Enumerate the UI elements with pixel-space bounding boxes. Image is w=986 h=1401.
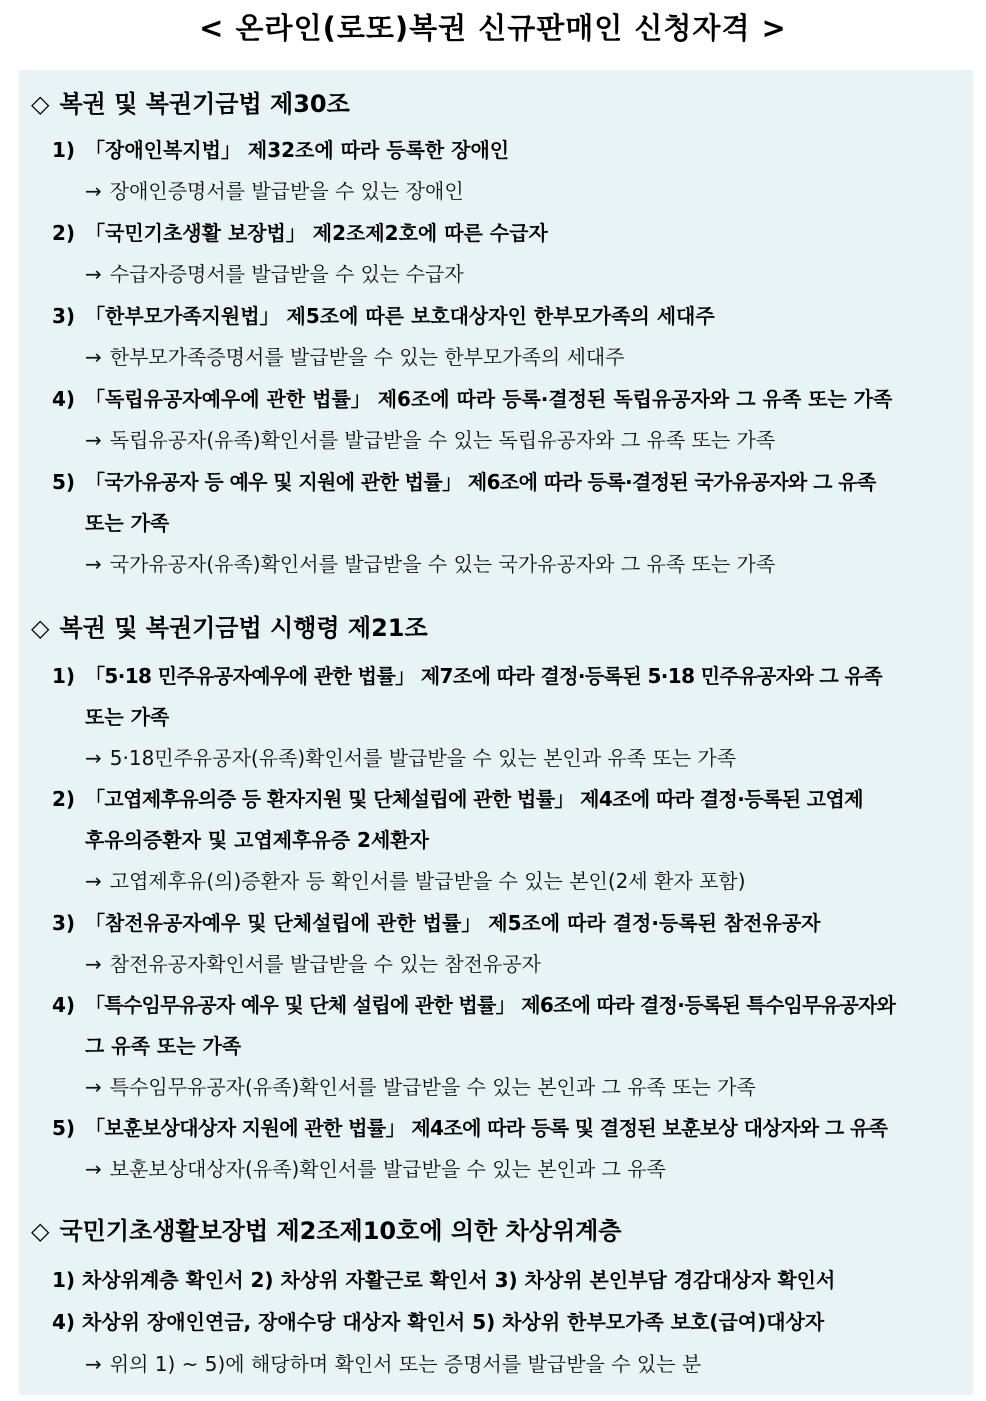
- certificate-list-line: 4) 차상위 장애인연금, 장애수당 대상자 확인서 5) 차상위 한부모가족 보호(급여)대상자: [52, 1310, 825, 1334]
- item-text: 「국가유공자 등 예우 및 지원에 관한 법률」 제6조에 따라 등록·결정된 국가유공자와 그 유족: [85, 470, 876, 494]
- item-text: 「특수임무유공자 예우 및 단체 설립에 관한 법률」 제6조에 따라 결정·등록된 특수임무유공자와: [85, 993, 896, 1017]
- item-text-continued: 그 유족 또는 가족: [85, 1034, 242, 1058]
- arrow-icon: →: [85, 179, 102, 203]
- item-note: → 참전유공자확인서를 발급받을 수 있는 참전유공자: [85, 952, 541, 976]
- diamond-icon: ◇: [31, 1217, 50, 1245]
- item-text: 「장애인복지법」 제32조에 따라 등록한 장애인: [85, 138, 510, 162]
- arrow-icon: →: [85, 1157, 102, 1181]
- arrow-icon: →: [85, 552, 102, 576]
- item-text: 「고엽제후유의증 등 환자지원 및 단체설립에 관한 법률」 제4조에 따라 결정·등록된 고엽제: [85, 787, 863, 811]
- item-note: → 독립유공자(유족)확인서를 발급받을 수 있는 독립유공자와 그 유족 또는 가족: [85, 428, 776, 452]
- section-heading: [31, 612, 428, 644]
- item-number: 4): [52, 387, 76, 411]
- item-number: 2): [52, 787, 76, 811]
- item-note: → 장애인증명서를 발급받을 수 있는 장애인: [85, 179, 464, 203]
- item-text: 「독립유공자예우에 관한 법률」 제6조에 따라 등록·결정된 독립유공자와 그 유족 또는 가족: [85, 387, 893, 411]
- item-note: → 수급자증명서를 발급받을 수 있는 수급자: [85, 262, 464, 286]
- item-note: → 한부모가족증명서를 발급받을 수 있는 한부모가족의 세대주: [85, 345, 625, 369]
- arrow-icon: →: [85, 746, 102, 770]
- item-text-continued: 후유의증환자 및 고엽제후유증 2세환자: [85, 828, 429, 852]
- section-heading: [31, 88, 350, 120]
- section-heading-text: 복권 및 복권기금법 제30조: [59, 90, 350, 118]
- item-text: 「5·18 민주유공자예우에 관한 법률」 제7조에 따라 결정·등록된 5·18 민주유공자와 그 유족: [85, 664, 882, 688]
- item-text: 「보훈보상대상자 지원에 관한 법률」 제4조에 따라 등록 및 결정된 보훈보상 대상자와 그 유족: [85, 1116, 888, 1140]
- content-box: [19, 70, 973, 1395]
- item-number: 5): [52, 1116, 76, 1140]
- diamond-icon: ◇: [31, 614, 50, 642]
- item-number: 3): [52, 911, 76, 935]
- item-note: → 5·18민주유공자(유족)확인서를 발급받을 수 있는 본인과 유족 또는 가족: [85, 746, 737, 770]
- item-note: → 국가유공자(유족)확인서를 발급받을 수 있는 국가유공자와 그 유족 또는 가족: [85, 552, 776, 576]
- arrow-icon: →: [85, 262, 102, 286]
- item-number: 2): [52, 221, 76, 245]
- item-note: → 보훈보상대상자(유족)확인서를 발급받을 수 있는 본인과 그 유족: [85, 1157, 666, 1181]
- item-text-continued: 또는 가족: [85, 705, 170, 729]
- item-text-continued: 또는 가족: [85, 511, 170, 535]
- item-text: 「국민기초생활 보장법」 제2조제2호에 따른 수급자: [85, 221, 548, 245]
- item-text: 「참전유공자예우 및 단체설립에 관한 법률」 제5조에 따라 결정·등록된 참전유공자: [85, 911, 821, 935]
- section-heading-text: 국민기초생활보장법 제2조제10호에 의한 차상위계층: [59, 1217, 622, 1245]
- page-title: < 온라인(로또)복권 신규판매인 신청자격 >: [199, 11, 787, 45]
- arrow-icon: →: [85, 1075, 102, 1099]
- arrow-icon: →: [85, 869, 102, 893]
- item-note: → 고엽제후유(의)증환자 등 확인서를 발급받을 수 있는 본인(2세 환자 포함): [85, 869, 746, 893]
- item-number: 3): [52, 304, 76, 328]
- item-number: 1): [52, 138, 76, 162]
- section-heading: [31, 1215, 622, 1247]
- certificate-list-line: 1) 차상위계층 확인서 2) 차상위 자활근로 확인서 3) 차상위 본인부담 경감대상자 확인서: [52, 1268, 836, 1292]
- item-note: → 위의 1) ~ 5)에 해당하며 확인서 또는 증명서를 발급받을 수 있는 분: [85, 1352, 702, 1376]
- item-note: → 특수임무유공자(유족)확인서를 발급받을 수 있는 본인과 그 유족 또는 가족: [85, 1075, 756, 1099]
- item-number: 5): [52, 470, 76, 494]
- arrow-icon: →: [85, 428, 102, 452]
- arrow-icon: →: [85, 1352, 102, 1376]
- item-number: 4): [52, 993, 76, 1017]
- arrow-icon: →: [85, 952, 102, 976]
- diamond-icon: ◇: [31, 90, 50, 118]
- section-heading-text: 복권 및 복권기금법 시행령 제21조: [59, 614, 428, 642]
- item-text: 「한부모가족지원법」 제5조에 따른 보호대상자인 한부모가족의 세대주: [85, 304, 715, 328]
- item-number: 1): [52, 664, 76, 688]
- arrow-icon: →: [85, 345, 102, 369]
